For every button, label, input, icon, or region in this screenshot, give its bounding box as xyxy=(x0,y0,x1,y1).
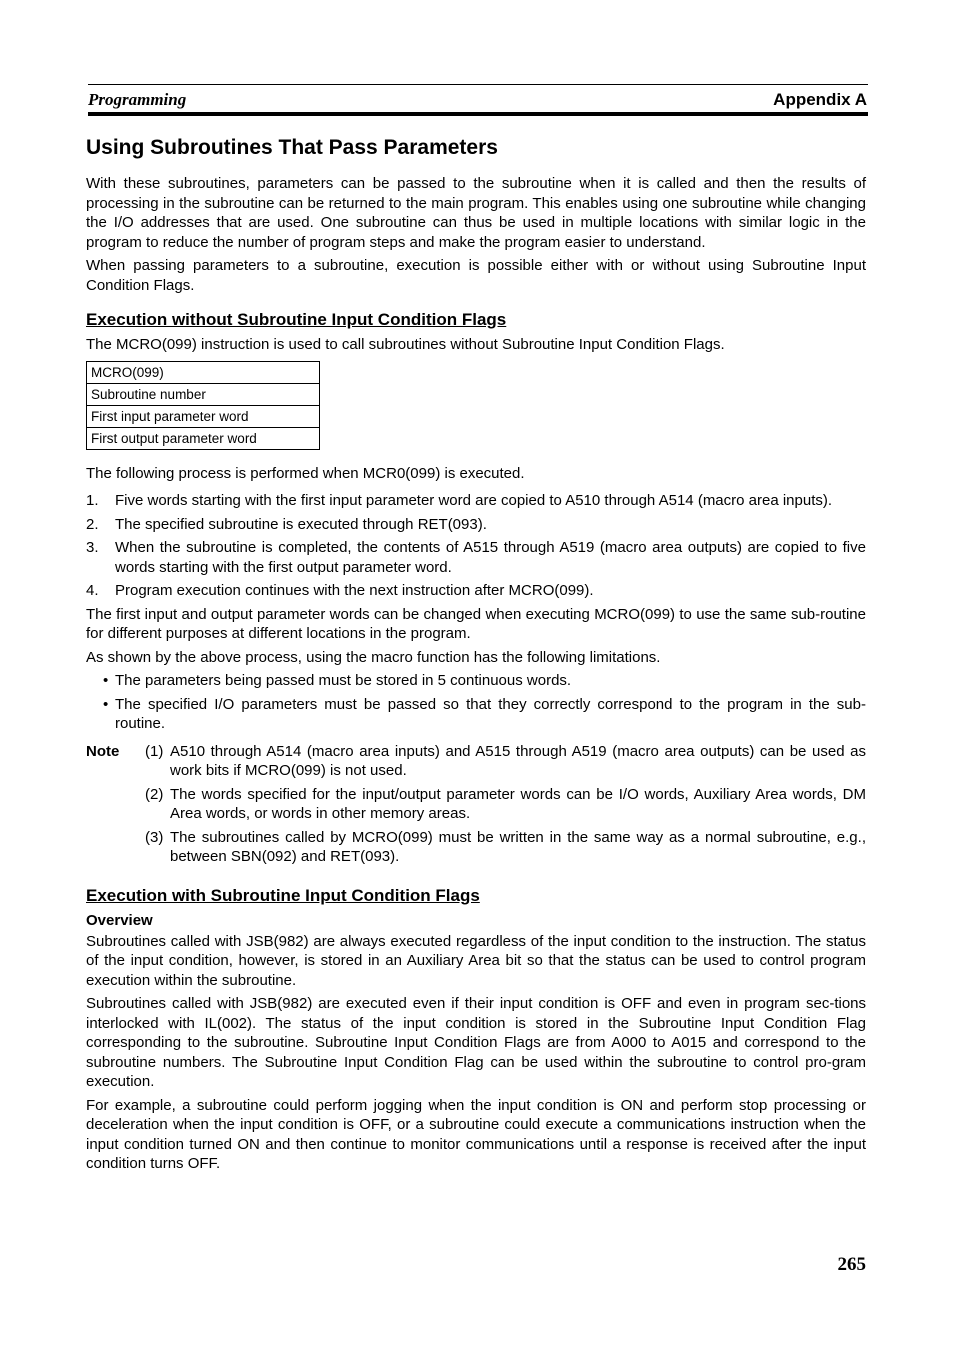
table-row xyxy=(87,383,320,405)
process-intro: The following process is performed when MCR0(099) is executed. xyxy=(86,464,525,482)
table-row xyxy=(87,405,320,427)
step-text: Program execution continues with the next instruction after MCRO(099). xyxy=(115,582,594,599)
header-top-rule xyxy=(88,84,868,85)
bullet-icon: • xyxy=(103,695,109,713)
bullet-text: The parameters being passed must be stored in 5 continuous words. xyxy=(115,672,572,689)
section-heading-without-flags: Execution without Subroutine Input Condition Flags xyxy=(86,310,507,329)
body-paragraph: Subroutines called with JSB(982) are executed even if their input condition is OFF and even in program sec-tions interlocked with IL(002). The status of the input condition is stored in the Subroutine Input Condition Flag corresponding to the subroutine. Subroutine Input Condition Flags are from A000 to A015 and correspond to the subroutine numbers. The Subroutine Input Condition Flag can be used within the subroutine to control pro-gram execution. xyxy=(86,995,866,1090)
header-appendix-label: Appendix A xyxy=(773,90,867,109)
note-item xyxy=(145,828,866,867)
page-content xyxy=(86,134,866,1178)
section-heading-with-flags: Execution with Subroutine Input Condition Flags xyxy=(86,885,480,905)
table-row xyxy=(87,427,320,449)
limitations-list xyxy=(86,671,866,734)
page-number: 265 xyxy=(837,1254,866,1275)
list-item xyxy=(86,538,866,577)
list-item xyxy=(86,491,866,511)
note-number: (2) xyxy=(145,785,164,803)
step-number: 3. xyxy=(86,539,99,556)
table-row xyxy=(87,361,320,383)
step-number: 1. xyxy=(86,492,99,509)
header-bottom-rule xyxy=(88,112,868,116)
mcro-instruction-table xyxy=(86,361,320,450)
table-cell: MCRO(099) xyxy=(87,361,320,383)
note-text: A510 through A514 (macro area inputs) and A515 through A519 (macro area outputs) can be used as work bits if MCRO(099) is not used. xyxy=(170,742,866,779)
note-block xyxy=(86,742,866,871)
body-paragraph: The first input and output parameter words can be changed when executing MCRO(099) to use the same sub-routine for different purposes at different locations in the program. xyxy=(86,605,866,642)
list-item xyxy=(103,695,866,734)
note-item xyxy=(145,742,866,781)
note-label: Note xyxy=(86,742,120,760)
step-number: 4. xyxy=(86,582,99,599)
step-text: The specified subroutine is executed through RET(093). xyxy=(115,515,487,533)
list-item xyxy=(103,671,866,691)
table-cell: First output parameter word xyxy=(87,427,320,449)
table-cell: Subroutine number xyxy=(87,383,320,405)
intro-paragraph: With these subroutines, parameters can be passed to the subroutine when it is called and then the results of processing in the subroutine can be returned to the main program. This enables using one subroutine while changing the I/O addresses that are used. One subroutine can thus be used in multiple locations with similar logic in the program to reduce the number of program steps and make the program easier to understand. xyxy=(86,175,866,251)
bullet-text: The specified I/O parameters must be passed so that they correctly correspond to the program in the sub-routine. xyxy=(115,695,866,732)
body-paragraph: For example, a subroutine could perform jogging when the input condition is ON and perform stop processing or deceleration when the input condition is OFF, or a subroutine could execute a communications instruction when the input condition turned ON and then continue to monitor communications until a response is received after the input condition turns OFF. xyxy=(86,1096,866,1172)
list-item xyxy=(86,515,866,535)
note-number: (3) xyxy=(145,828,164,846)
section-lead: The MCRO(099) instruction is used to call subroutines without Subroutine Input Condition Flags. xyxy=(86,336,725,353)
note-item xyxy=(145,785,866,824)
body-paragraph: Subroutines called with JSB(982) are always executed regardless of the input condition to the instruction. The status of the input condition, however, is stored in an Auxiliary Area bit so that the status can be used to control program execution within the subroutine. xyxy=(86,932,866,989)
note-number: (1) xyxy=(145,742,164,760)
bullet-icon: • xyxy=(103,672,109,689)
body-paragraph: As shown by the above process, using the macro function has the following limitations. xyxy=(86,648,661,666)
step-number: 2. xyxy=(86,515,99,533)
page-title: Using Subroutines That Pass Parameters xyxy=(86,136,498,159)
list-item xyxy=(86,581,866,601)
note-items xyxy=(145,742,866,871)
table-cell: First input parameter word xyxy=(87,405,320,427)
header-section-name: Programming xyxy=(88,90,187,109)
overview-subheading: Overview xyxy=(86,911,153,929)
note-text: The subroutines called by MCRO(099) must be written in the same way as a normal subroutine, e.g., between SBN(092) and RET(093). xyxy=(170,828,866,865)
note-text: The words specified for the input/output parameter words can be I/O words, Auxiliary Area words, DM Area words, or words in other memory areas. xyxy=(170,785,866,822)
step-text: When the subroutine is completed, the contents of A515 through A519 (macro area outputs) are copied to five words starting with the first output parameter word. xyxy=(115,539,866,576)
step-text: Five words starting with the first input parameter word are copied to A510 through A514 (macro area inputs). xyxy=(115,492,833,509)
intro-paragraph: When passing parameters to a subroutine, execution is possible either with or without using Subroutine Input Condition Flags. xyxy=(86,257,866,294)
process-steps xyxy=(86,491,866,601)
